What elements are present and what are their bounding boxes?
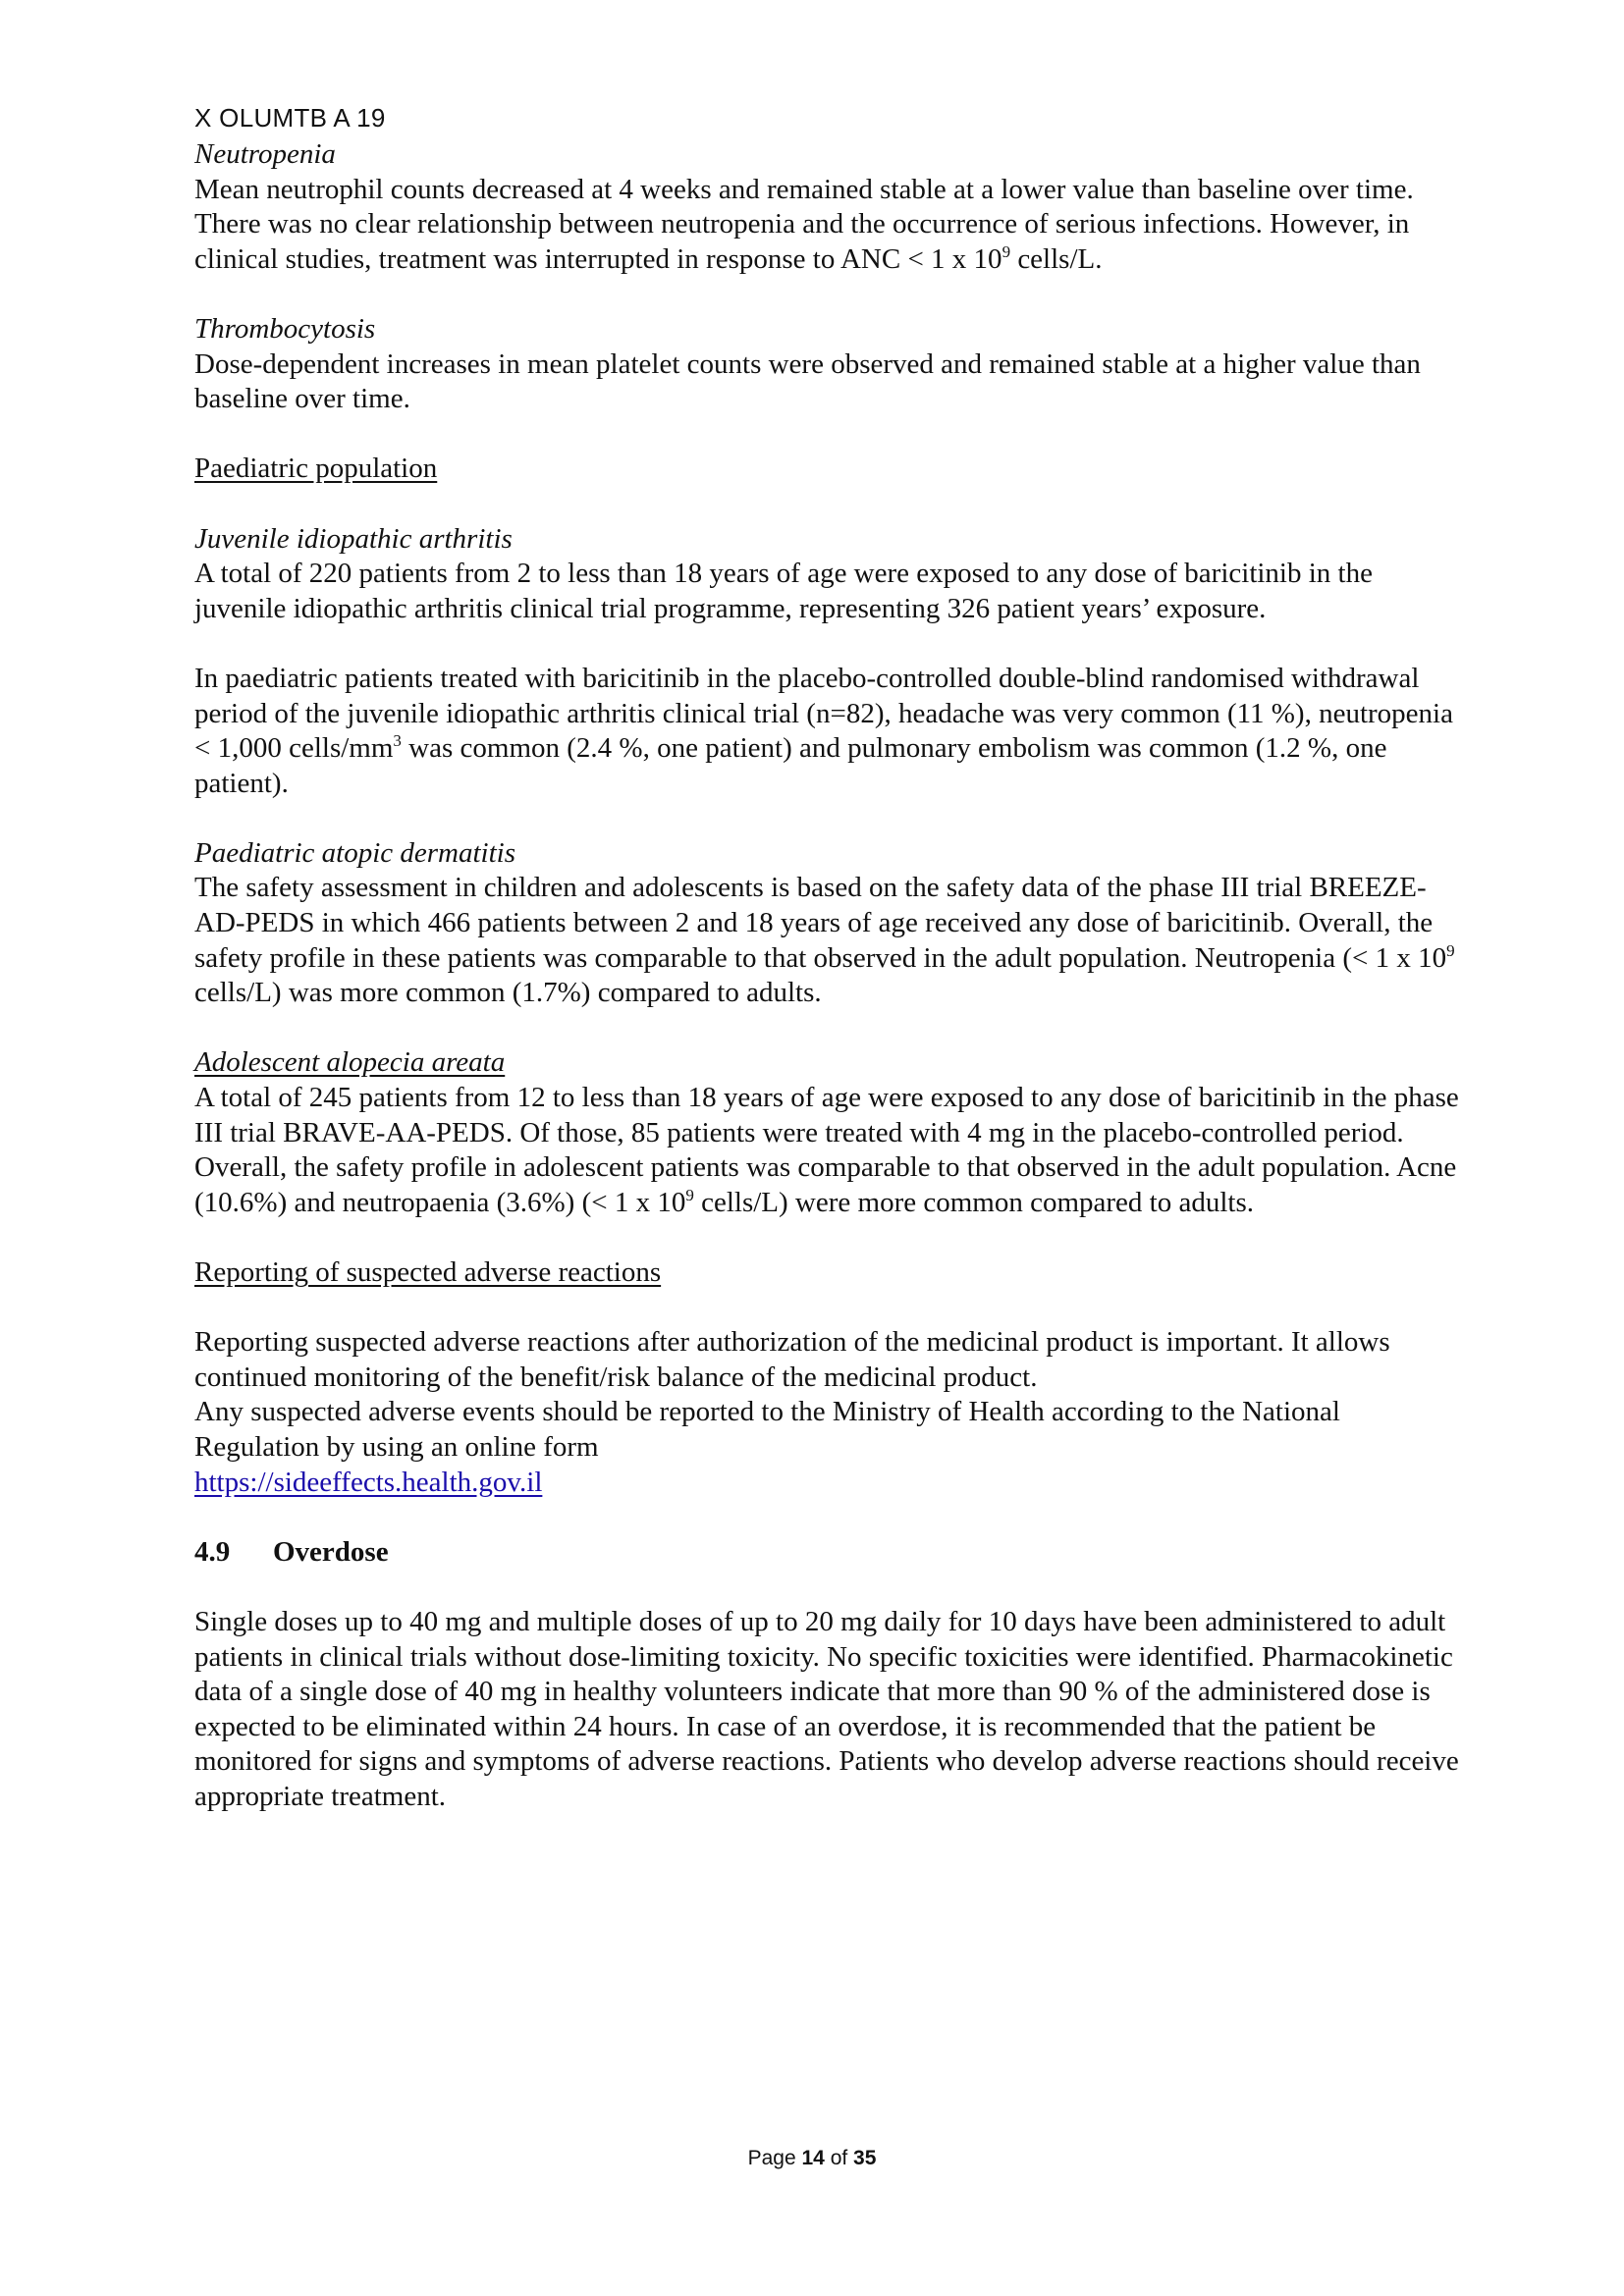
neutropenia-text	[194, 173, 1461, 278]
jia-heading: Juvenile idiopathic arthritis	[194, 522, 513, 555]
overdose-text: Single doses up to 40 mg and multiple doses of up to 20 mg daily for 10 days have been administered to adult patients in clinical trials without dose-limiting toxicity. No specific toxicities were identified. Pharmacokinetic data of a single dose of 40 mg in healthy volunteers indicate that more than 90 % of the administered dose is expected to be eliminated within 24 hours. In case of an overdose, it is recommended that the patient be monitored for signs and symptoms of adverse reactions. Patients who develop adverse reactions should receive appropriate treatment.	[194, 1605, 1459, 1812]
neutropenia-heading: Neutropenia	[194, 138, 336, 170]
neutropenia-text-part: Mean neutrophil counts decreased at 4 weeks and remained stable at a lower value than baseline over time. There was no clear relationship between neutropenia and the occurrence of serious infections. However, in clinical studies, treatment was interrupted in response to ANC < 1 x 10	[194, 173, 1414, 275]
footer-page-number: 14	[801, 2147, 825, 2169]
alopecia-text	[194, 1081, 1461, 1220]
neutropenia-text-end: cells/L.	[1010, 242, 1103, 275]
neutropenia-exponent: 9	[1001, 241, 1011, 261]
section-reporting	[194, 1255, 1461, 1500]
section-paediatric	[194, 452, 1461, 1220]
atopic-exponent: 9	[1446, 940, 1455, 960]
thrombocytosis-heading: Thrombocytosis	[194, 312, 376, 345]
thrombocytosis-text: Dose-dependent increases in mean platelet counts were observed and remained stable at a higher value than baseline over time.	[194, 347, 1421, 415]
atopic-text-end: cells/L) was more common (1.7%) compared to adults.	[194, 977, 822, 1009]
reporting-link[interactable]: https://sideeffects.health.gov.il	[194, 1466, 543, 1498]
section-number: 4.9	[194, 1535, 231, 1568]
jia-para-2-part: In paediatric patients treated with baricitinib in the placebo-controlled double-blind randomised withdrawal period of the juvenile idiopathic arthritis clinical trial (n=82), headache was very common (11 %), neutropenia < 1,000 cells/mm	[194, 662, 1453, 765]
atopic-heading: Paediatric atopic dermatitis	[194, 836, 516, 869]
reporting-para-1: Reporting suspected adverse reactions after authorization of the medicinal product is important. It allows continued monitoring of the benefit/risk balance of the medicinal product.	[194, 1326, 1390, 1393]
alopecia-text-part: A total of 245 patients from 12 to less than 18 years of age were exposed to any dose of baricitinib in the phase III trial BRAVE-AA-PEDS. Of those, 85 patients were treated with 4 mg in the placebo-controlled period. Overall, the safety profile in adolescent patients was comparable to that observed in the adult population. Acne (10.6%) and neutropaenia (3.6%) (< 1 x 10	[194, 1082, 1459, 1218]
paediatric-heading: Paediatric population	[194, 453, 438, 485]
footer-of-word: of	[830, 2147, 848, 2169]
jia-para-2	[194, 662, 1461, 801]
atopic-text	[194, 871, 1461, 1010]
reporting-para-2: Any suspected adverse events should be reported to the Ministry of Health according to the National Regulation by using an online form	[194, 1396, 1340, 1463]
footer-page-total: 35	[853, 2147, 877, 2169]
overdose-heading	[194, 1535, 1461, 1571]
section-neutropenia	[194, 137, 1461, 277]
document-page	[194, 98, 1461, 1815]
alopecia-exponent: 9	[685, 1185, 694, 1204]
reporting-heading: Reporting of suspected adverse reactions	[194, 1256, 662, 1288]
overdose-title: Overdose	[273, 1535, 389, 1568]
page-footer	[0, 2147, 1624, 2170]
atopic-text-part: The safety assessment in children and adolescents is based on the safety data of the phase III trial BREEZE-AD-PEDS in which 466 patients between 2 and 18 years of age received any dose of baricitinib. Overall, the safety profile in these patients was comparable to that observed in the adult population. Neutropenia (< 1 x 10	[194, 872, 1447, 974]
jia-para-2-end: was common (2.4 %, one patient) and pulmonary embolism was common (1.2 %, one patient).	[194, 732, 1387, 799]
footer-page-word: Page	[747, 2147, 796, 2169]
section-thrombocytosis	[194, 312, 1461, 417]
alopecia-text-end: cells/L) were more common compared to adults.	[693, 1186, 1254, 1218]
jia-exponent: 3	[393, 731, 402, 751]
document-header: X OLUMTB A 19	[194, 103, 386, 133]
alopecia-heading: Adolescent alopecia areata	[194, 1046, 506, 1079]
jia-para-1: A total of 220 patients from 2 to less than 18 years of age were exposed to any dose of baricitinib in the juvenile idiopathic arthritis clinical trial programme, representing 326 patient years’ exposure.	[194, 558, 1373, 624]
